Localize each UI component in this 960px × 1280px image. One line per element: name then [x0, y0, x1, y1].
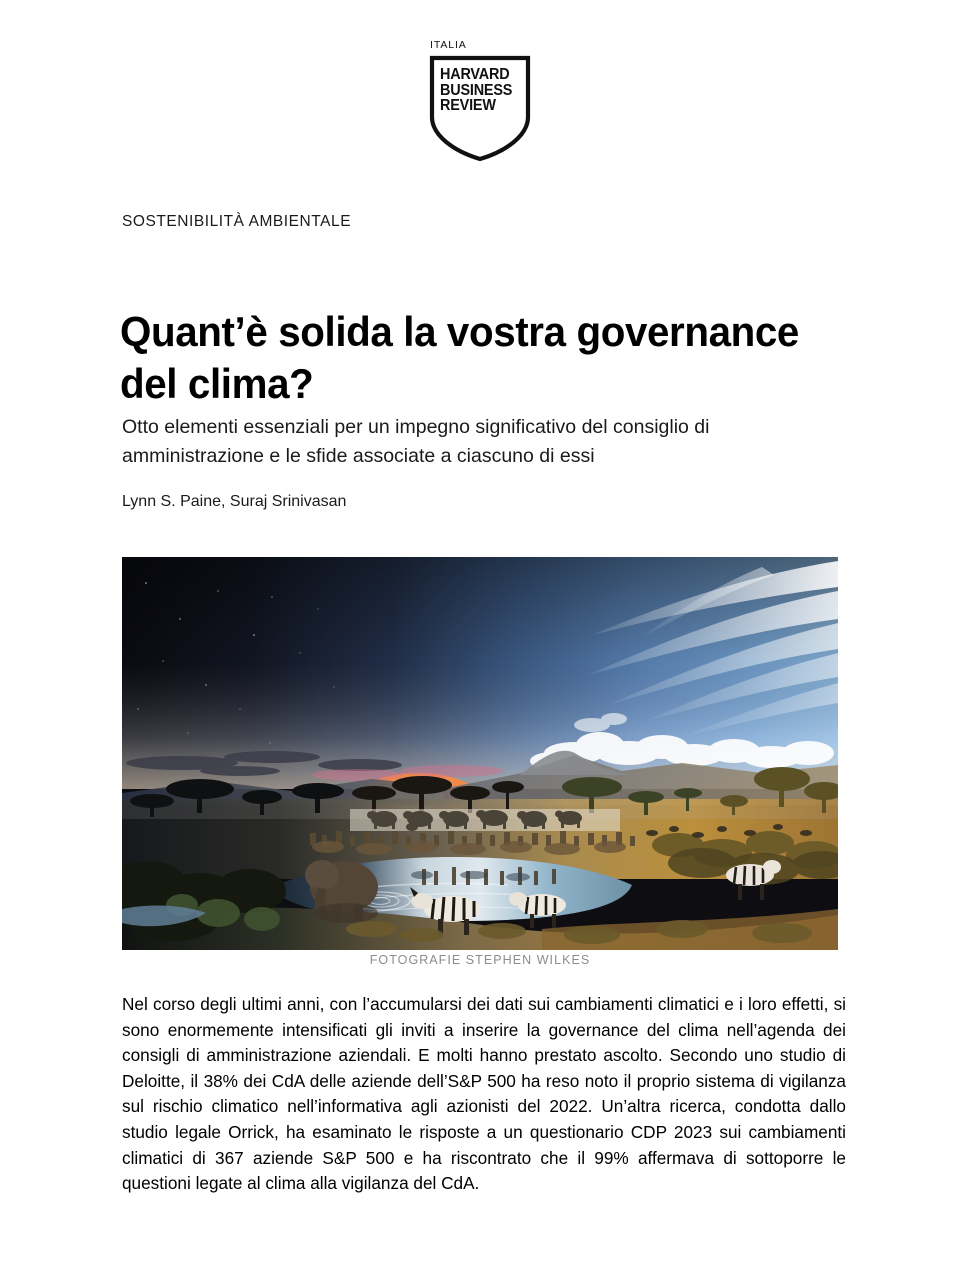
- logo-word-harvard: HARVARD: [440, 66, 510, 83]
- hbr-italia-logo[interactable]: [421, 40, 539, 162]
- article-deck: Otto elementi essenziali per un impegno significativo del consiglio di amministrazione e le sfide associate a ciascuno di essi: [122, 416, 710, 467]
- article-byline: Lynn S. Paine, Suraj Srinivasan: [122, 493, 347, 510]
- photo-credit: FOTOGRAFIE STEPHEN WILKES: [369, 953, 591, 967]
- savanna-waterhole-photo: [122, 557, 838, 950]
- page-title: Quant’è solida la vostra governance del clima?: [120, 308, 799, 408]
- logo-wordmark: [440, 67, 514, 114]
- article-body: Nel corso degli ultimi anni, con l’accumularsi dei dati sui cambiamenti climatici e i loro effetti, si sono enormemente intensificati gli inviti a inserire la governance del clima nell’agenda dei consigli di amministrazione aziendali. E molti hanno prestato ascolto. Secondo uno studio di Deloitte, il 38% dei CdA delle aziende dell’S&P 500 ha reso noto il proprio sistema di vigilanza sul rischio climatico nell’informativa agli azionisti del 2022. Un’altra ricerca, condotta dallo studio legale Orrick, ha esaminato le risposte a un questionario CDP 2023 sui cambiamenti climatici di 367 aziende S&P 500 e ha riscontrato che il 99% affermava di sottoporre le questioni legate al clima alla vigilanza del CdA.: [122, 994, 846, 1194]
- masthead: [0, 40, 960, 162]
- logo-italia-label: ITALIA: [430, 39, 467, 51]
- logo-word-business: BUSINESS: [440, 81, 513, 99]
- article-kicker: SOSTENIBILITÀ AMBIENTALE: [122, 213, 352, 230]
- logo-word-review: REVIEW: [440, 97, 496, 115]
